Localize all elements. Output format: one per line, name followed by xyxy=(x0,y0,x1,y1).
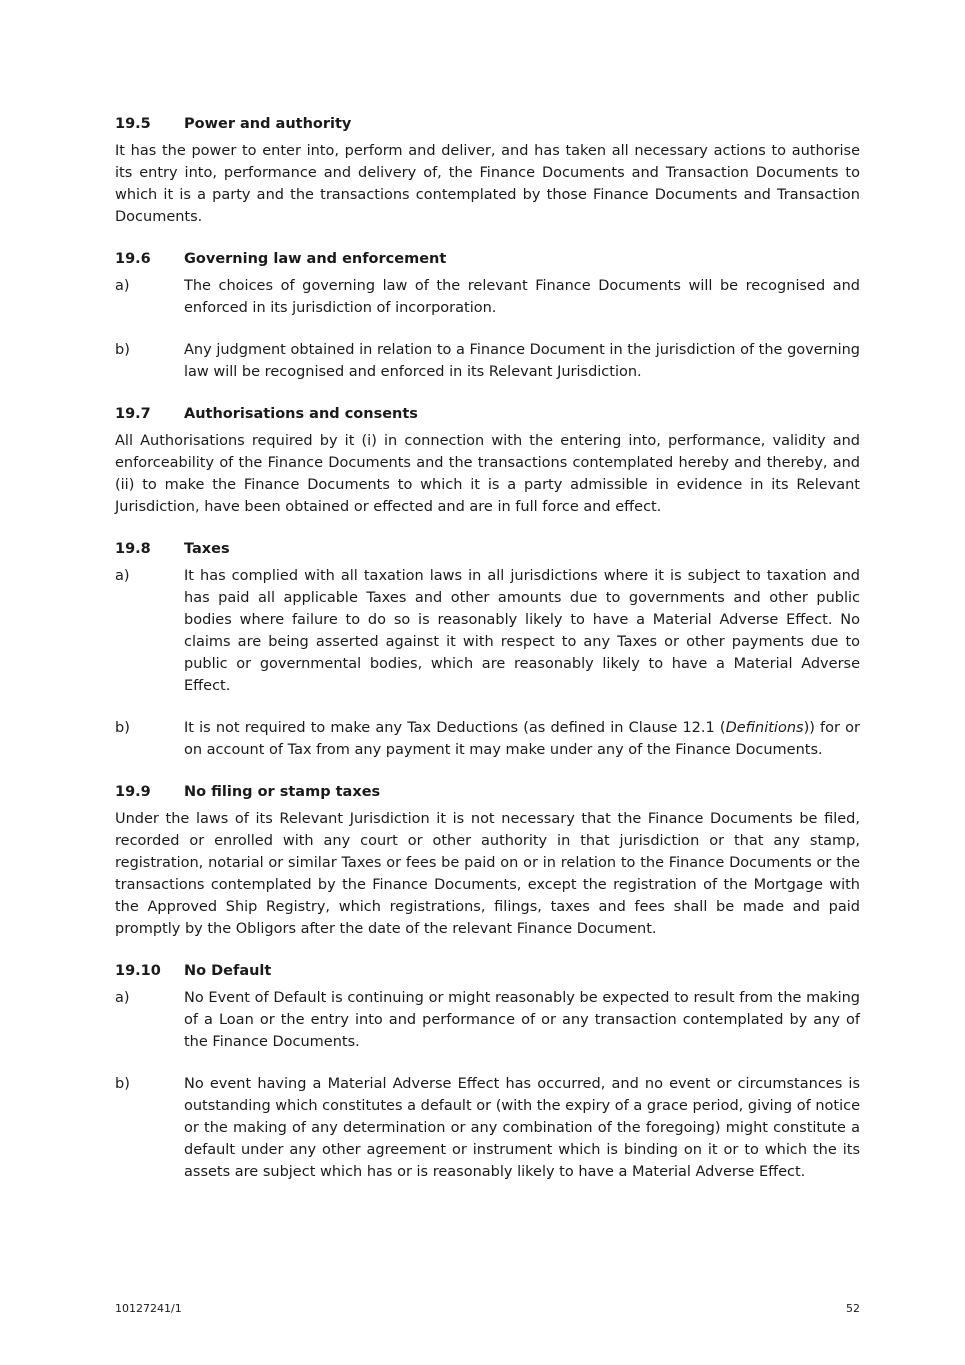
item-text-after: )) for or on account of Tax from any payment it may make under any of the Finance Documents. xyxy=(184,720,860,758)
section-number: 19.7 xyxy=(115,406,151,422)
page-footer xyxy=(115,1302,860,1315)
section-19-9 xyxy=(115,781,860,940)
item-label: b) xyxy=(115,1076,130,1092)
section-title: Governing law and enforcement xyxy=(184,251,447,267)
section-number: 19.9 xyxy=(115,784,151,800)
section-heading xyxy=(115,960,860,982)
section-heading xyxy=(115,403,860,425)
document-page xyxy=(115,113,860,1203)
item-text xyxy=(184,717,860,761)
document-reference: 10127241/1 xyxy=(115,1302,182,1315)
item-label: b) xyxy=(115,342,130,358)
section-19-5 xyxy=(115,113,860,228)
list-item xyxy=(115,717,860,761)
section-19-6 xyxy=(115,248,860,383)
item-text: Any judgment obtained in relation to a Finance Document in the jurisdiction of the governing law will be recognised and enforced in its Relevant Jurisdiction. xyxy=(184,342,860,380)
page-number: 52 xyxy=(846,1302,860,1315)
list-item xyxy=(115,987,860,1053)
section-paragraph: Under the laws of its Relevant Jurisdiction it is not necessary that the Finance Documents be filed, recorded or enrolled with any court or other authority in that jurisdiction or that any stamp, registration, notarial or similar Taxes or fees be paid on or in relation to the Finance Documents or the transactions contemplated by the Finance Documents, except the registration of the Mortgage with the Approved Ship Registry, which registrations, filings, taxes and fees shall be made and paid promptly by the Obligors after the date of the relevant Finance Document. xyxy=(115,811,860,937)
section-title: Taxes xyxy=(184,541,230,557)
item-text: It has complied with all taxation laws in all jurisdictions where it is subject to taxation and has paid all applicable Taxes and other amounts due to governments and other public bodies where failure to do so is reasonably likely to have a Material Adverse Effect. No claims are being asserted against it with respect to any Taxes or other payments due to public or governmental bodies, which are reasonably likely to have a Material Adverse Effect. xyxy=(184,568,860,694)
definitions-reference: Definitions xyxy=(725,720,804,736)
list-item xyxy=(115,1073,860,1183)
item-text: No event having a Material Adverse Effect has occurred, and no event or circumstances is outstanding which constitutes a default or (with the expiry of a grace period, giving of notice or the making of any determination or any combination of the foregoing) might constitute a default under any other agreement or instrument which is binding on it or to which the its assets are subject which has or is reasonably likely to have a Material Adverse Effect. xyxy=(184,1076,860,1180)
item-label: b) xyxy=(115,720,130,736)
item-label: a) xyxy=(115,278,130,294)
section-number: 19.10 xyxy=(115,963,161,979)
section-number: 19.5 xyxy=(115,116,151,132)
item-text: The choices of governing law of the relevant Finance Documents will be recognised and enforced in its jurisdiction of incorporation. xyxy=(184,278,860,316)
section-paragraph: It has the power to enter into, perform and deliver, and has taken all necessary actions to authorise its entry into, performance and delivery of, the Finance Documents and Transaction Documents to which it is a party and the transactions contemplated by those Finance Documents and Transaction Documents. xyxy=(115,143,860,225)
section-title: No filing or stamp taxes xyxy=(184,784,381,800)
section-title: Power and authority xyxy=(184,116,352,132)
section-heading xyxy=(115,781,860,803)
item-text-before: It is not required to make any Tax Deductions (as defined in Clause 12.1 ( xyxy=(184,720,726,736)
list-item xyxy=(115,339,860,383)
section-number: 19.8 xyxy=(115,541,151,557)
list-item xyxy=(115,275,860,319)
section-19-10 xyxy=(115,960,860,1183)
section-title: Authorisations and consents xyxy=(184,406,418,422)
section-number: 19.6 xyxy=(115,251,151,267)
section-19-7 xyxy=(115,403,860,518)
list-item xyxy=(115,565,860,697)
section-19-8 xyxy=(115,538,860,761)
section-heading xyxy=(115,538,860,560)
section-heading xyxy=(115,248,860,270)
item-label: a) xyxy=(115,568,130,584)
section-heading xyxy=(115,113,860,135)
item-label: a) xyxy=(115,990,130,1006)
item-text: No Event of Default is continuing or might reasonably be expected to result from the making of a Loan or the entry into and performance of or any transaction contemplated by any of the Finance Documents. xyxy=(184,990,860,1050)
section-title: No Default xyxy=(184,963,272,979)
section-paragraph: All Authorisations required by it (i) in connection with the entering into, performance, validity and enforceability of the Finance Documents and the transactions contemplated hereby and thereby, and (ii) to make the Finance Documents to which it is a party admissible in evidence in its Relevant Jurisdiction, have been obtained or effected and are in full force and effect. xyxy=(115,433,860,515)
